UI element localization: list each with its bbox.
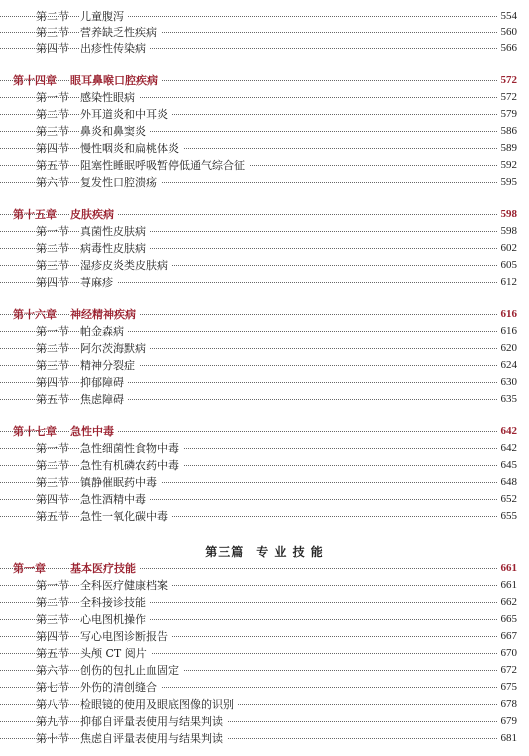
dot-leader: [0, 601, 503, 603]
page-number: 648: [497, 474, 518, 491]
section-number: 第十节: [36, 732, 69, 745]
dot-leader: [0, 737, 503, 739]
section-number: 第二节: [36, 10, 69, 23]
dot-leader: [0, 247, 503, 249]
toc-chapter-row[interactable]: [0, 560, 529, 577]
dot-leader: [0, 330, 503, 332]
page-number: 616: [497, 306, 518, 323]
toc-section-row[interactable]: [0, 174, 529, 191]
toc-section-row[interactable]: [0, 457, 529, 474]
toc-section-row[interactable]: [0, 89, 529, 106]
chapter-number: 第十四章: [13, 74, 57, 87]
page-number: 572: [497, 72, 518, 89]
section-title: 外伤的清创缝合: [80, 679, 161, 696]
section-number: 第二节: [36, 242, 69, 255]
section-number: 第五节: [36, 510, 69, 523]
toc-chapter-row[interactable]: [0, 306, 529, 323]
page-number: 652: [497, 491, 518, 508]
page-number: 598: [497, 223, 518, 240]
section-number: 第一节: [36, 442, 69, 455]
dot-leader: [0, 515, 503, 517]
section-title: 复发性口腔溃疡: [80, 174, 161, 191]
dot-leader: [0, 147, 503, 149]
dot-leader: [0, 164, 503, 166]
toc-section-row[interactable]: [0, 340, 529, 357]
page-number: 661: [497, 560, 518, 577]
page-number: 566: [497, 40, 518, 57]
section-number: 第三节: [36, 476, 69, 489]
section-title: 全科医疗健康档案: [80, 577, 172, 594]
toc-section-row[interactable]: [0, 257, 529, 274]
chapter-title: 基本医疗技能: [70, 560, 140, 577]
toc-section-row[interactable]: [0, 577, 529, 594]
dot-leader: [0, 398, 503, 400]
section-number: 第一节: [36, 225, 69, 238]
dot-leader: [0, 618, 503, 620]
page-number: 679: [497, 713, 518, 730]
section-title: 湿疹皮炎类皮肤病: [80, 257, 172, 274]
toc-section-row[interactable]: [0, 24, 529, 41]
section-number: 第二节: [36, 108, 69, 121]
toc-section-row[interactable]: [0, 491, 529, 508]
dot-leader: [0, 130, 503, 132]
section-number: 第二节: [36, 342, 69, 355]
section-title: 抑郁自评量表使用与结果判读: [80, 713, 227, 730]
dot-leader: [0, 652, 503, 654]
toc-chapter-row[interactable]: [0, 72, 529, 89]
page-number: 572: [497, 89, 518, 106]
page-number: 605: [497, 257, 518, 274]
section-number: 第三节: [36, 259, 69, 272]
toc-section-row[interactable]: [0, 440, 529, 457]
section-title: 镇静催眠药中毒: [80, 474, 161, 491]
page-number: 662: [497, 594, 518, 611]
section-number: 第九节: [36, 715, 69, 728]
section-number: 第六节: [36, 664, 69, 677]
toc-section-row[interactable]: [0, 508, 529, 525]
section-title: 真菌性皮肤病: [80, 223, 150, 240]
section-number: 第四节: [36, 376, 69, 389]
toc-section-row[interactable]: [0, 713, 529, 730]
section-number: 第三节: [36, 613, 69, 626]
dot-leader: [0, 113, 503, 115]
dot-leader: [0, 347, 503, 349]
page-number: 612: [497, 274, 518, 291]
page-number: 642: [497, 423, 518, 440]
toc-section-row[interactable]: [0, 662, 529, 679]
chapter-title: 眼耳鼻喉口腔疾病: [70, 72, 162, 89]
section-title: 急性酒精中毒: [80, 491, 150, 508]
part-label: 第三篇: [205, 545, 245, 559]
page-number: 642: [497, 440, 518, 457]
page-number: 595: [497, 174, 518, 191]
toc-section-row[interactable]: [0, 40, 529, 57]
section-title: 帕金森病: [80, 323, 128, 340]
section-title: 写心电图诊断报告: [80, 628, 172, 645]
section-number: 第四节: [36, 42, 69, 55]
section-title: 焦虑自评量表使用与结果判读: [80, 730, 227, 747]
toc-section-row[interactable]: [0, 223, 529, 240]
page-number: 579: [497, 106, 518, 123]
section-number: 第三节: [36, 359, 69, 372]
page-number: 592: [497, 157, 518, 174]
section-number: 第一节: [36, 91, 69, 104]
dot-leader: [0, 281, 503, 283]
page-number: 665: [497, 611, 518, 628]
section-title: 儿童腹泻: [80, 8, 128, 25]
toc-section-row[interactable]: [0, 628, 529, 645]
page-number: 560: [497, 24, 518, 41]
toc-section-row[interactable]: [0, 123, 529, 140]
dot-leader: [0, 703, 503, 705]
chapter-title: 皮肤疾病: [70, 206, 118, 223]
page-number: 675: [497, 679, 518, 696]
section-title: 营养缺乏性疾病: [80, 24, 161, 41]
page-number: 661: [497, 577, 518, 594]
dot-leader: [0, 15, 503, 17]
section-number: 第一节: [36, 579, 69, 592]
section-title: 鼻炎和鼻窦炎: [80, 123, 150, 140]
section-title: 荨麻疹: [80, 274, 117, 291]
section-title: 精神分裂症: [80, 357, 139, 374]
page-number: 624: [497, 357, 518, 374]
section-title: 病毒性皮肤病: [80, 240, 150, 257]
page-number: 667: [497, 628, 518, 645]
toc-section-row[interactable]: [0, 240, 529, 257]
section-title: 抑郁障碍: [80, 374, 128, 391]
dot-leader: [0, 264, 503, 266]
section-number: 第一节: [36, 325, 69, 338]
dot-leader: [0, 720, 503, 722]
dot-leader: [0, 96, 503, 98]
toc-chapter-row[interactable]: [0, 206, 529, 223]
toc-section-row[interactable]: [0, 106, 529, 123]
section-title: 急性有机磷农药中毒: [80, 457, 183, 474]
page-number: 681: [497, 730, 518, 747]
section-title: 全科接诊技能: [80, 594, 150, 611]
page-number: 589: [497, 140, 518, 157]
page-number: 554: [497, 8, 518, 25]
toc-section-row[interactable]: [0, 357, 529, 374]
section-number: 第五节: [36, 393, 69, 406]
dot-leader: [0, 464, 503, 466]
section-title: 慢性咽炎和扁桃体炎: [80, 140, 183, 157]
section-title: 创伤的包扎止血固定: [80, 662, 183, 679]
dot-leader: [0, 447, 503, 449]
section-number: 第五节: [36, 647, 69, 660]
section-title: 头颅 CT 阅片: [80, 645, 151, 662]
chapter-title: 急性中毒: [70, 423, 118, 440]
dot-leader: [0, 31, 503, 33]
dot-leader: [0, 584, 503, 586]
dot-leader: [0, 669, 503, 671]
toc-section-row[interactable]: [0, 274, 529, 291]
toc-section-row[interactable]: [0, 140, 529, 157]
dot-leader: [0, 47, 503, 49]
section-title: 出疹性传染病: [80, 40, 150, 57]
dot-leader: [0, 230, 503, 232]
section-title: 心电图机操作: [80, 611, 150, 628]
section-number: 第四节: [36, 276, 69, 289]
dot-leader: [0, 364, 503, 366]
section-title: 急性细菌性食物中毒: [80, 440, 183, 457]
dot-leader: [0, 498, 503, 500]
section-title: 感染性眼病: [80, 89, 139, 106]
page-number: 586: [497, 123, 518, 140]
page-number: 635: [497, 391, 518, 408]
part-heading: [0, 543, 529, 560]
part-title: 专 业 技 能: [256, 545, 324, 559]
toc-chapter-row[interactable]: [0, 423, 529, 440]
section-number: 第三节: [36, 26, 69, 39]
section-number: 第六节: [36, 176, 69, 189]
section-title: 外耳道炎和中耳炎: [80, 106, 172, 123]
toc-section-row[interactable]: [0, 679, 529, 696]
chapter-number: 第十五章: [13, 208, 57, 221]
page-number: 655: [497, 508, 518, 525]
toc-section-row[interactable]: [0, 611, 529, 628]
chapter-title: 神经精神疾病: [70, 306, 140, 323]
toc-section-row[interactable]: [0, 391, 529, 408]
page-number: 602: [497, 240, 518, 257]
section-number: 第四节: [36, 630, 69, 643]
section-number: 第三节: [36, 125, 69, 138]
toc-section-row[interactable]: [0, 474, 529, 491]
toc-section-row[interactable]: [0, 374, 529, 391]
page-number: 630: [497, 374, 518, 391]
dot-leader: [0, 635, 503, 637]
toc-section-row[interactable]: [0, 645, 529, 662]
section-number: 第四节: [36, 142, 69, 155]
chapter-number: 第十七章: [13, 425, 57, 438]
page-number: 616: [497, 323, 518, 340]
section-title: 检眼镜的使用及眼底图像的识别: [80, 696, 238, 713]
dot-leader: [0, 686, 503, 688]
section-title: 急性一氧化碳中毒: [80, 508, 172, 525]
toc-section-row[interactable]: [0, 157, 529, 174]
toc-section-row[interactable]: [0, 323, 529, 340]
section-number: 第四节: [36, 493, 69, 506]
section-title: 焦虑障碍: [80, 391, 128, 408]
section-number: 第五节: [36, 159, 69, 172]
toc-section-row[interactable]: [0, 730, 529, 747]
dot-leader: [0, 381, 503, 383]
section-number: 第七节: [36, 681, 69, 694]
section-title: 阻塞性睡眠呼吸暂停低通气综合征: [80, 157, 249, 174]
section-title: 阿尔茨海默病: [80, 340, 150, 357]
page-number: 678: [497, 696, 518, 713]
page-number: 645: [497, 457, 518, 474]
dot-leader: [0, 181, 503, 183]
section-number: 第八节: [36, 698, 69, 711]
section-number: 第二节: [36, 459, 69, 472]
toc-section-row[interactable]: [0, 594, 529, 611]
section-number: 第二节: [36, 596, 69, 609]
toc-section-row[interactable]: [0, 8, 529, 25]
chapter-number: 第十六章: [13, 308, 57, 321]
page-number: 598: [497, 206, 518, 223]
page-number: 670: [497, 645, 518, 662]
page-number: 672: [497, 662, 518, 679]
page-number: 620: [497, 340, 518, 357]
dot-leader: [0, 481, 503, 483]
toc-section-row[interactable]: [0, 696, 529, 713]
chapter-number: 第一章: [13, 562, 46, 575]
